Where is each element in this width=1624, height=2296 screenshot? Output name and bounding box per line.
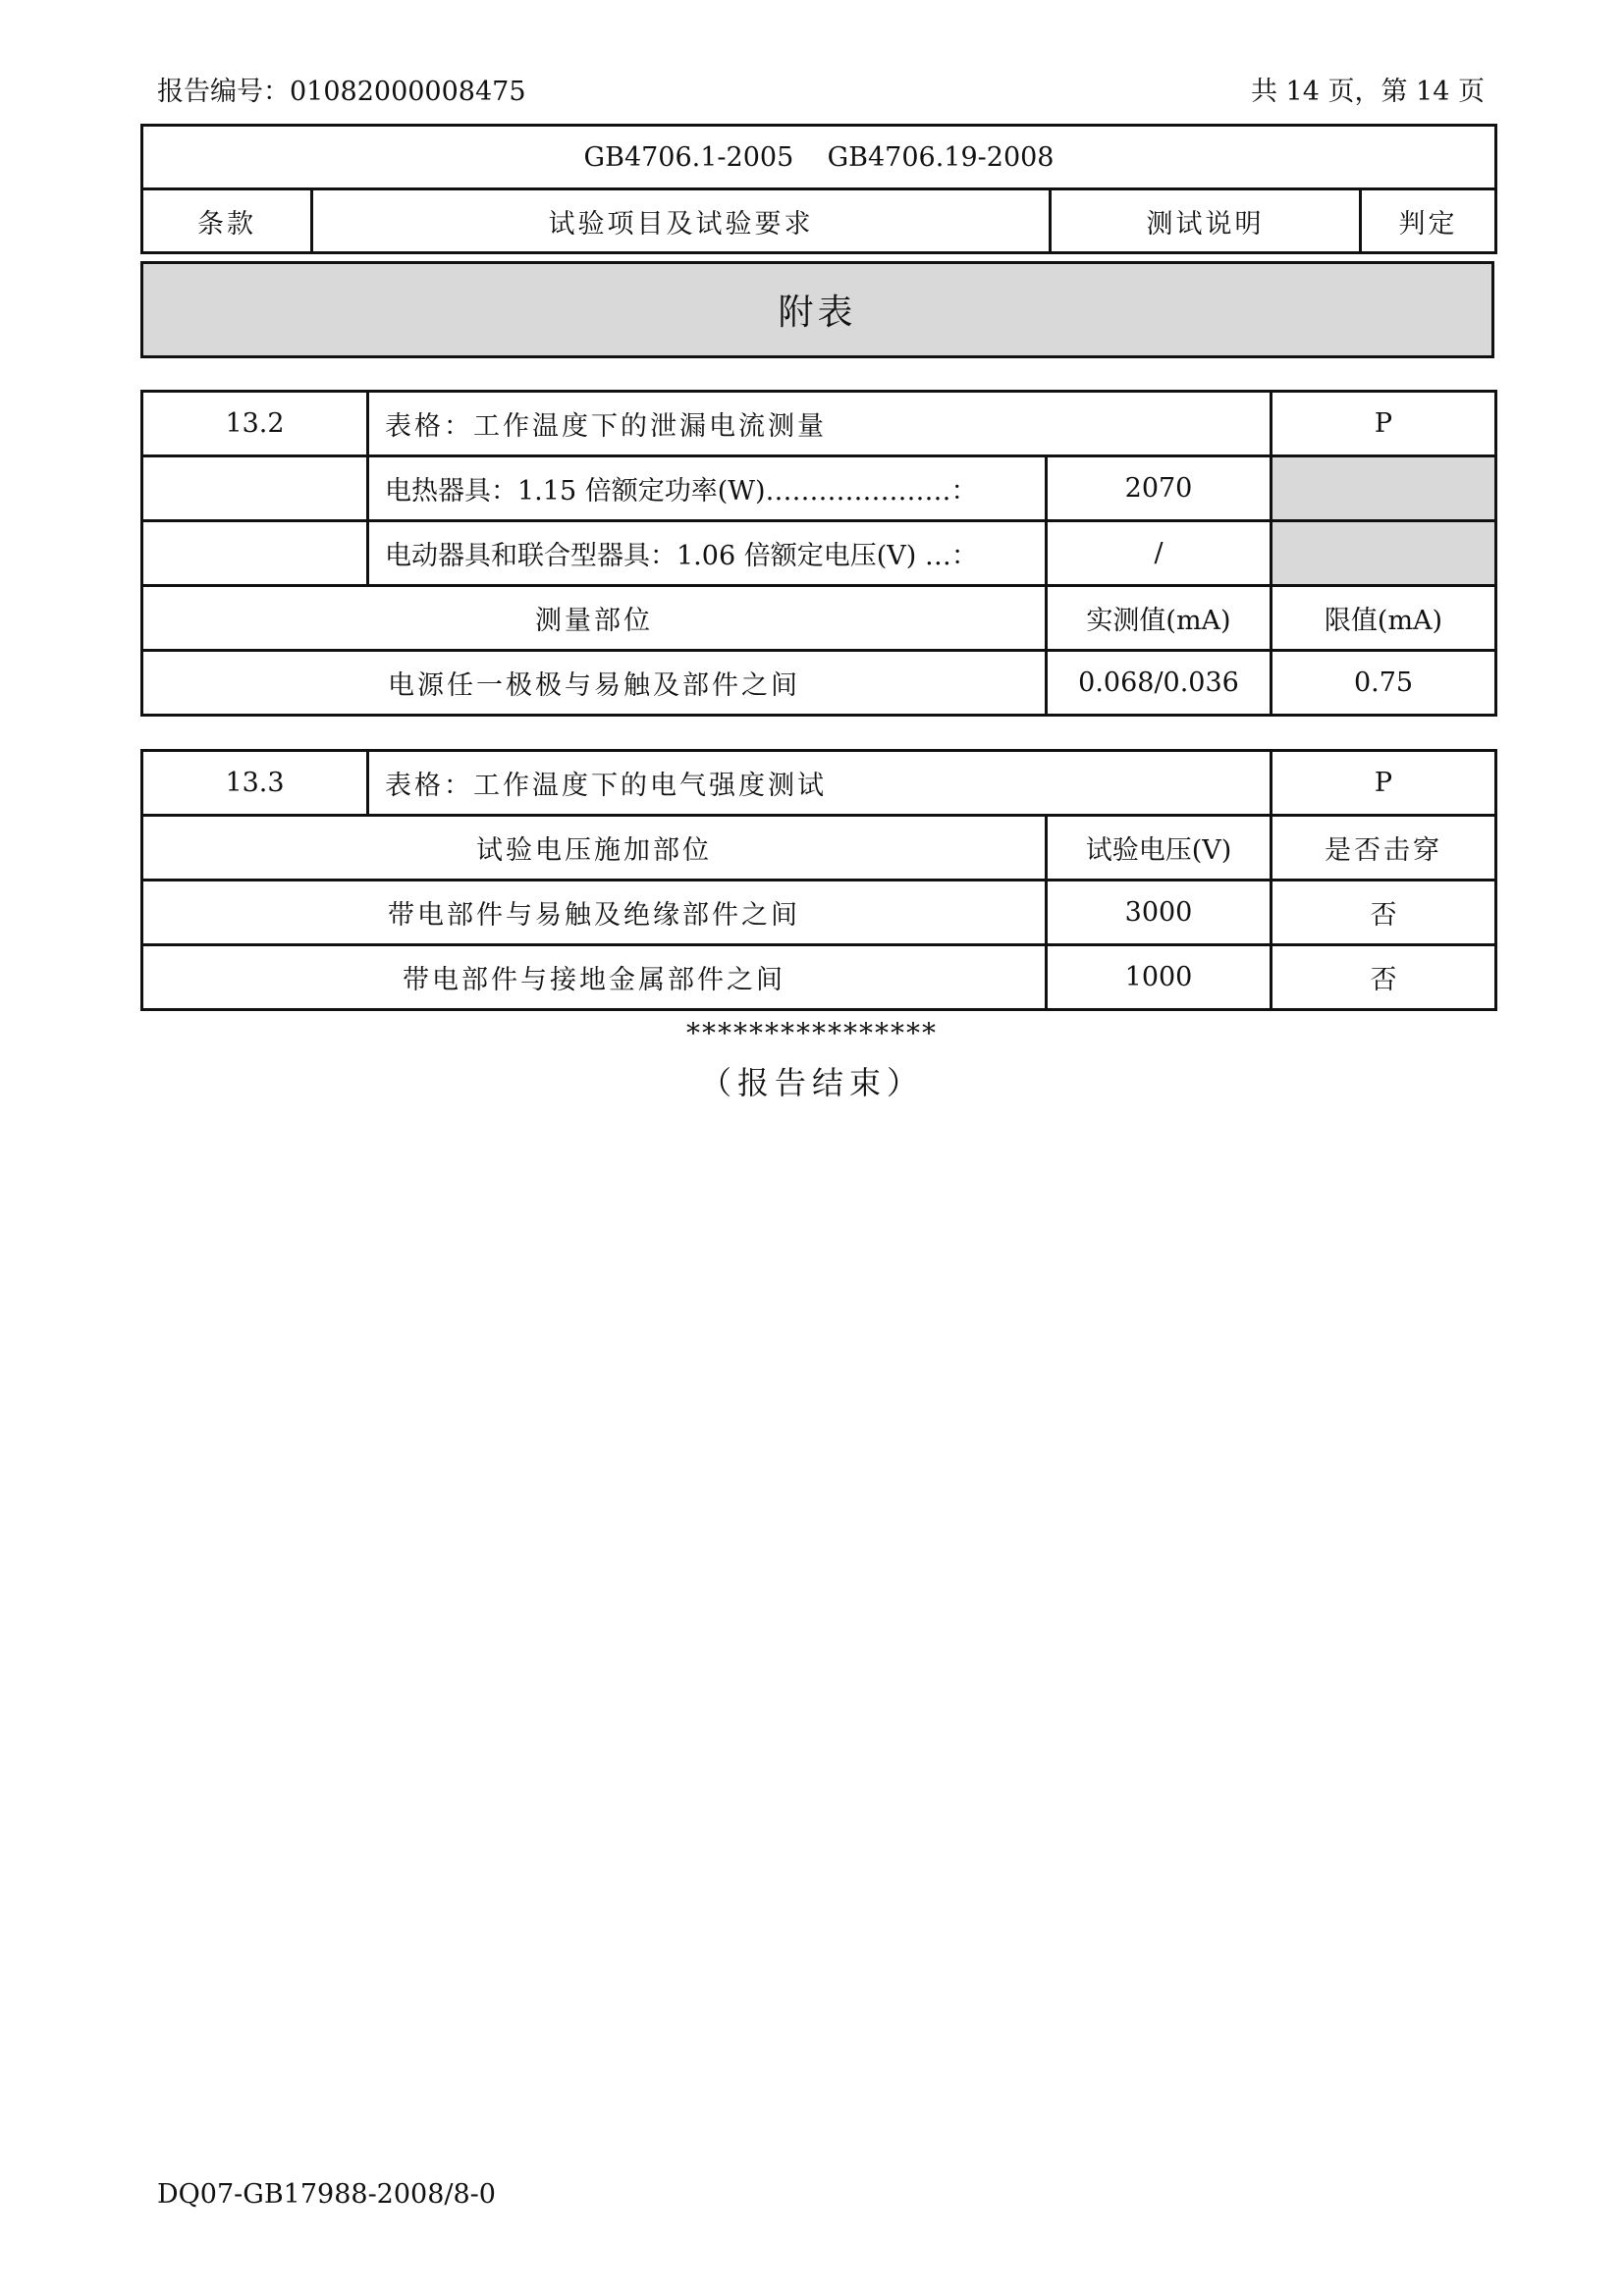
col-notes-header: 测试说明 xyxy=(1051,189,1361,253)
col-location-header: 测量部位 xyxy=(142,586,1047,651)
empty-cell xyxy=(142,521,368,586)
breakdown-result: 否 xyxy=(1272,945,1496,1010)
table-13-3-title: 表格：工作温度下的电气强度测试 xyxy=(368,751,1272,816)
table-13-2-verdict: P xyxy=(1272,392,1496,456)
appendix-title: 附表 xyxy=(140,261,1494,358)
col-clause-header: 条款 xyxy=(142,189,312,253)
end-of-report-note: （报告结束） xyxy=(699,1064,924,1101)
empty-cell xyxy=(142,456,368,521)
test-location: 带电部件与易触及绝缘部件之间 xyxy=(142,881,1047,945)
standards-line: GB4706.1-2005 GB4706.19-2008 xyxy=(142,126,1496,189)
limit-value: 0.75 xyxy=(1272,651,1496,716)
end-stars: **************** xyxy=(686,1017,938,1049)
test-voltage: 3000 xyxy=(1047,881,1272,945)
table-13-2-leakage-current xyxy=(140,390,1497,717)
measured-value: 0.068/0.036 xyxy=(1047,651,1272,716)
shaded-cell xyxy=(1272,521,1496,586)
heater-power-value: 2070 xyxy=(1047,456,1272,521)
test-voltage: 1000 xyxy=(1047,945,1272,1010)
table-13-3-electric-strength xyxy=(140,749,1497,1011)
shaded-cell xyxy=(1272,456,1496,521)
motor-voltage-label: 电动器具和联合型器具：1.06 倍额定电压(V) …： xyxy=(368,521,1047,586)
table-13-3-verdict: P xyxy=(1272,751,1496,816)
motor-voltage-value: / xyxy=(1047,521,1272,586)
col-measured-header: 实测值(mA) xyxy=(1047,586,1272,651)
standards-header-table xyxy=(140,124,1497,254)
col-limit-header: 限值(mA) xyxy=(1272,586,1496,651)
col-breakdown-header: 是否击穿 xyxy=(1272,816,1496,881)
table-row xyxy=(142,651,1496,716)
measurement-location: 电源任一极极与易触及部件之间 xyxy=(142,651,1047,716)
report-number: 报告编号：01082000008475 xyxy=(157,77,526,107)
table-row xyxy=(142,881,1496,945)
footer-code: DQ07-GB17988-2008/8-0 xyxy=(157,2179,496,2210)
clause-13-3: 13.3 xyxy=(142,751,368,816)
col-items-header: 试验项目及试验要求 xyxy=(312,189,1051,253)
breakdown-result: 否 xyxy=(1272,881,1496,945)
col-voltage-header: 试验电压(V) xyxy=(1047,816,1272,881)
table-row xyxy=(142,945,1496,1010)
table-13-2-title: 表格：工作温度下的泄漏电流测量 xyxy=(368,392,1272,456)
col-verdict-header: 判定 xyxy=(1361,189,1496,253)
page-info: 共 14 页，第 14 页 xyxy=(1250,77,1485,107)
col-location-header: 试验电压施加部位 xyxy=(142,816,1047,881)
test-location: 带电部件与接地金属部件之间 xyxy=(142,945,1047,1010)
clause-13-2: 13.2 xyxy=(142,392,368,456)
heater-power-label: 电热器具：1.15 倍额定功率(W)…………………： xyxy=(368,456,1047,521)
